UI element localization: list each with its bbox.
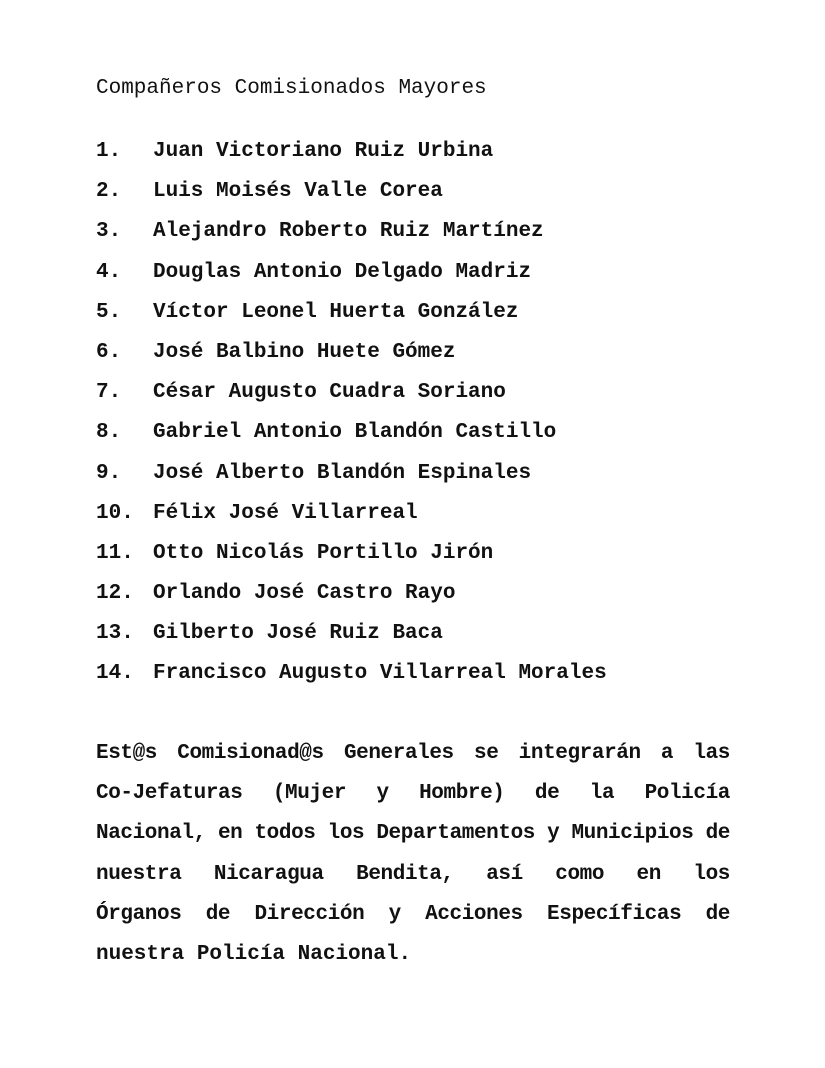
list-name: Luis Moisés Valle Corea — [153, 180, 443, 204]
list-name: Félix José Villarreal — [153, 501, 418, 525]
list-item — [96, 461, 607, 501]
list-item — [96, 179, 607, 219]
list-item — [96, 380, 607, 420]
list-number: 7. — [96, 381, 122, 405]
list-number: 6. — [96, 340, 122, 364]
list-name: Gilberto José Ruiz Baca — [153, 622, 443, 646]
paragraph-line: nuestra Policía Nacional. — [96, 942, 412, 966]
paragraph-line: Est@s Comisionad@s Generales se integrarán a las — [96, 742, 730, 765]
paragraph-line: Nacional, en todos los Departamentos y Municipios de — [96, 822, 730, 846]
list-item — [96, 139, 607, 179]
list-item — [96, 260, 607, 300]
list-name: Gabriel Antonio Blandón Castillo — [153, 421, 557, 445]
list-number: 11. — [96, 541, 134, 565]
list-name: Víctor Leonel Huerta González — [153, 300, 519, 324]
list-item — [96, 661, 607, 701]
list-name: Orlando José Castro Rayo — [153, 582, 456, 606]
list-item — [96, 581, 607, 621]
list-item — [96, 420, 607, 460]
list-item — [96, 300, 607, 340]
paragraph-line: Órganos de Dirección y Acciones Específicas de — [96, 902, 730, 926]
list-number: 9. — [96, 461, 122, 485]
list-name: José Alberto Blandón Espinales — [153, 461, 532, 485]
list-name: César Augusto Cuadra Soriano — [153, 381, 506, 405]
body-paragraph — [96, 741, 730, 982]
list-item — [96, 541, 607, 581]
list-name: José Balbino Huete Gómez — [153, 340, 456, 364]
list-name: Francisco Augusto Villarreal Morales — [153, 662, 607, 686]
paragraph-line: nuestra Nicaragua Bendita, así como en los — [96, 862, 730, 886]
list-number: 3. — [96, 220, 122, 244]
list-number: 14. — [96, 662, 134, 686]
list-name: Otto Nicolás Portillo Jirón — [153, 541, 494, 565]
list-number: 8. — [96, 421, 122, 445]
list-name: Juan Victoriano Ruiz Urbina — [153, 140, 494, 163]
list-number: 10. — [96, 501, 134, 525]
list-name: Douglas Antonio Delgado Madriz — [153, 260, 532, 284]
list-heading: Compañeros Comisionados Mayores — [96, 77, 487, 100]
list-number: 1. — [96, 140, 122, 163]
list-number: 12. — [96, 582, 134, 606]
list-item — [96, 621, 607, 661]
name-list — [96, 139, 607, 702]
list-number: 2. — [96, 180, 122, 204]
list-number: 5. — [96, 300, 122, 324]
list-item — [96, 501, 607, 541]
list-name: Alejandro Roberto Ruiz Martínez — [153, 220, 544, 244]
paragraph-line: Co-Jefaturas (Mujer y Hombre) de la Policía — [96, 782, 730, 806]
list-item — [96, 340, 607, 380]
list-item — [96, 219, 607, 259]
list-number: 13. — [96, 622, 134, 646]
list-number: 4. — [96, 260, 122, 284]
